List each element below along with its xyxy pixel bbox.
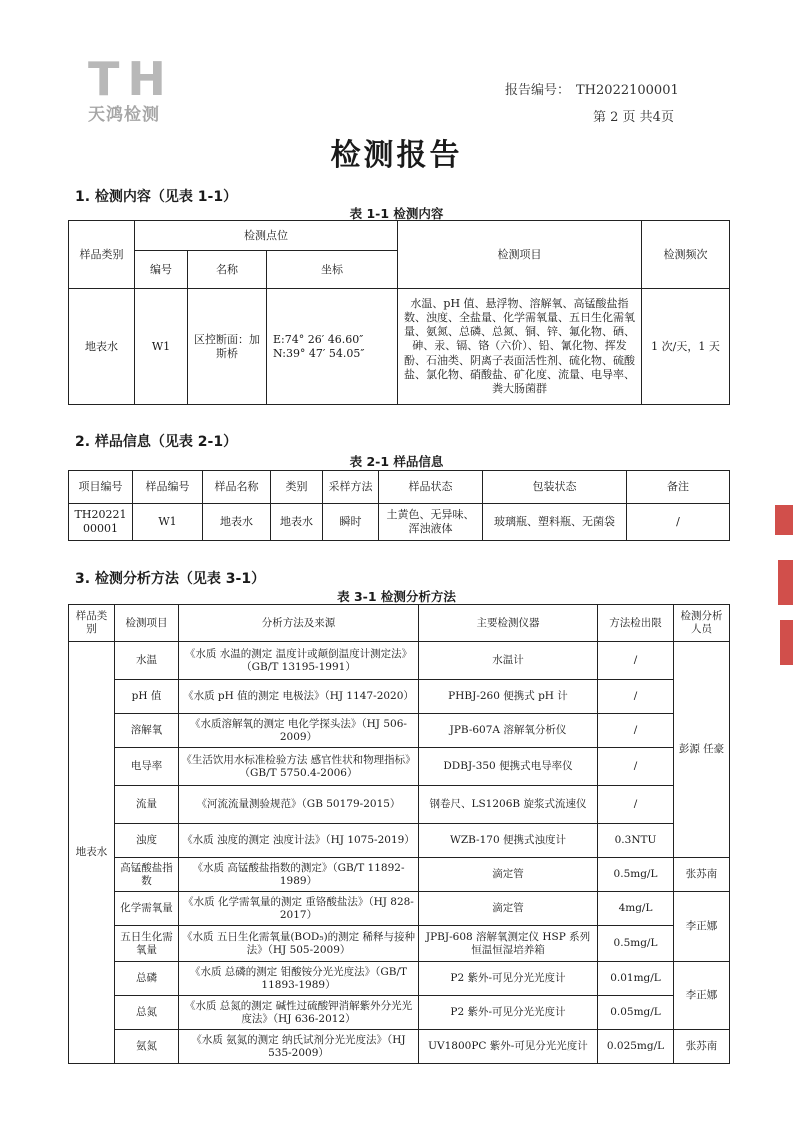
test-instrument: JPB-607A 溶解氧分析仪 <box>419 714 598 748</box>
seal-mark-top <box>775 505 793 535</box>
test-item: 溶解氧 <box>115 714 179 748</box>
test-instrument: PHBJ-260 便携式 pH 计 <box>419 680 598 714</box>
test-item: 电导率 <box>115 748 179 786</box>
test-limit: / <box>598 642 674 680</box>
test-instrument: 钢卷尺、LS1206B 旋浆式流速仪 <box>419 786 598 824</box>
analyst-group-4: 李正娜 <box>674 962 730 1030</box>
test-item: 化学需氧量 <box>115 892 179 926</box>
test-limit: 0.025mg/L <box>598 1030 674 1064</box>
test-limit: 0.3NTU <box>598 824 674 858</box>
th-detection-limit: 方法检出限 <box>598 605 674 642</box>
cell-remark: / <box>627 504 730 541</box>
test-method: 《水质 总磷的测定 钼酸铵分光光度法》（GB/T 11893-1989） <box>179 962 419 996</box>
test-method: 《水质溶解氧的测定 电化学探头法》（HJ 506-2009） <box>179 714 419 748</box>
test-method: 《水质 pH 值的测定 电极法》（HJ 1147-2020） <box>179 680 419 714</box>
test-method: 《水质 水温的测定 温度计或颠倒温度计测定法》（GB/T 13195-1991） <box>179 642 419 680</box>
test-method: 《水质 总氮的测定 碱性过硫酸钾消解紫外分光光度法》（HJ 636-2012） <box>179 996 419 1030</box>
table3-caption: 表 3-1 检测分析方法 <box>337 589 456 604</box>
test-method: 《水质 氨氮的测定 纳氏试剂分光光度法》（HJ 535-2009） <box>179 1030 419 1064</box>
table2-caption: 表 2-1 样品信息 <box>349 454 444 469</box>
cell-type: 地表水 <box>271 504 323 541</box>
test-method: 《水质 浊度的测定 浊度计法》（HJ 1075-2019） <box>179 824 419 858</box>
detection-content-table <box>68 220 730 405</box>
th-test-item: 检测项目 <box>115 605 179 642</box>
th-category: 样品类别 <box>69 221 135 289</box>
test-instrument: 滴定管 <box>419 858 598 892</box>
test-instrument: 滴定管 <box>419 892 598 926</box>
test-limit: / <box>598 748 674 786</box>
cell-project-no: TH2022100001 <box>69 504 133 541</box>
th-sample-category: 样品类别 <box>69 605 115 642</box>
test-instrument: P2 紫外-可见分光光度计 <box>419 996 598 1030</box>
test-item: 浊度 <box>115 824 179 858</box>
analysis-method-table <box>68 604 730 1064</box>
sample-info-table <box>68 470 730 541</box>
seal-mark-middle <box>778 560 793 605</box>
coord-north: N:39° 47′ 54.05″ <box>273 346 365 360</box>
th-frequency: 检测频次 <box>642 221 730 289</box>
cell-no: W1 <box>135 289 188 405</box>
seal-mark-bottom <box>780 620 793 665</box>
th-coord: 坐标 <box>267 251 398 289</box>
th-sampling-method: 采样方法 <box>323 471 379 504</box>
th-no: 编号 <box>135 251 188 289</box>
test-limit: 0.05mg/L <box>598 996 674 1030</box>
test-item: 流量 <box>115 786 179 824</box>
test-method: 《水质 五日生化需氧量(BOD₅)的测定 稀释与接种法》（HJ 505-2009） <box>179 926 419 962</box>
test-limit: 0.01mg/L <box>598 962 674 996</box>
test-instrument: WZB-170 便携式浊度计 <box>419 824 598 858</box>
analyst-group-5: 张苏南 <box>674 1030 730 1064</box>
th-sample-no: 样品编号 <box>133 471 203 504</box>
test-limit: / <box>598 714 674 748</box>
th-name: 名称 <box>188 251 267 289</box>
th-type: 类别 <box>271 471 323 504</box>
section2-heading: 2. 样品信息（见表 2-1） <box>75 434 238 450</box>
analyst-group-1: 彭源 任豪 <box>674 642 730 858</box>
cell-items: 水温、pH 值、悬浮物、溶解氧、高锰酸盐指数、浊度、全盐量、化学需氧量、五日生化需氧量、氨氮、总磷、总氮、铜、锌、氟化物、硒、砷、汞、镉、铬（六价）、铅、氰化物、挥发酚、石油类、阴离子表面活性剂、硫化物、硫酸盐、氯化物、硝酸盐、矿化度、流量、电导率、粪大肠菌群 <box>398 289 642 405</box>
test-item: pH 值 <box>115 680 179 714</box>
th-remark: 备注 <box>627 471 730 504</box>
logo-letters: TH <box>88 52 174 106</box>
test-item: 水温 <box>115 642 179 680</box>
cell-sample-state: 土黄色、无异味、浑浊液体 <box>379 504 483 541</box>
test-method: 《河流流量测验规范》（GB 50179-2015） <box>179 786 419 824</box>
test-limit: 0.5mg/L <box>598 926 674 962</box>
test-method: 《水质 高锰酸盐指数的测定》（GB/T 11892-1989） <box>179 858 419 892</box>
test-limit: / <box>598 680 674 714</box>
analyst-group-3: 李正娜 <box>674 892 730 962</box>
cell-sample-no: W1 <box>133 504 203 541</box>
section3-heading: 3. 检测分析方法（见表 3-1） <box>75 571 266 587</box>
test-limit: / <box>598 786 674 824</box>
th-sample-state: 样品状态 <box>379 471 483 504</box>
test-method: 《水质 化学需氧量的测定 重铬酸盐法》（HJ 828-2017） <box>179 892 419 926</box>
th-method: 分析方法及来源 <box>179 605 419 642</box>
cell-sample-category: 地表水 <box>69 642 115 1064</box>
th-package: 包装状态 <box>483 471 627 504</box>
logo-name: 天鸿检测 <box>88 105 160 125</box>
test-instrument: UV1800PC 紫外-可见分光光度计 <box>419 1030 598 1064</box>
cell-sample-name: 地表水 <box>203 504 271 541</box>
cell-frequency: 1 次/天，1 天 <box>642 289 730 405</box>
th-instrument: 主要检测仪器 <box>419 605 598 642</box>
test-instrument: DDBJ-350 便携式电导率仪 <box>419 748 598 786</box>
test-limit: 4mg/L <box>598 892 674 926</box>
test-instrument: JPBJ-608 溶解氧测定仪 HSP 系列 恒温恒湿培养箱 <box>419 926 598 962</box>
test-instrument: P2 紫外-可见分光光度计 <box>419 962 598 996</box>
test-item: 总磷 <box>115 962 179 996</box>
test-limit: 0.5mg/L <box>598 858 674 892</box>
cell-coord <box>267 289 398 405</box>
cell-package: 玻璃瓶、塑料瓶、无菌袋 <box>483 504 627 541</box>
cell-sampling-method: 瞬时 <box>323 504 379 541</box>
th-sample-name: 样品名称 <box>203 471 271 504</box>
coord-east: E:74° 26′ 46.60″ <box>273 332 364 346</box>
th-analyst: 检测分析人员 <box>674 605 730 642</box>
cell-name: 区控断面：加斯桥 <box>188 289 267 405</box>
report-number-label: 报告编号： <box>505 83 571 98</box>
company-logo <box>88 52 208 126</box>
page-title: 检测报告 <box>330 138 463 173</box>
test-item: 五日生化需氧量 <box>115 926 179 962</box>
cell-category: 地表水 <box>69 289 135 405</box>
th-project-no: 项目编号 <box>69 471 133 504</box>
test-method: 《生活饮用水标准检验方法 感官性状和物理指标》（GB/T 5750.4-2006） <box>179 748 419 786</box>
section1-heading: 1. 检测内容（见表 1-1） <box>75 189 238 205</box>
page-info: 第 2 页 共4页 <box>593 110 674 125</box>
test-instrument: 水温计 <box>419 642 598 680</box>
table1-caption: 表 1-1 检测内容 <box>349 206 444 221</box>
th-items: 检测项目 <box>398 221 642 289</box>
report-number-value: TH2022100001 <box>576 83 679 98</box>
analyst-group-2: 张苏南 <box>674 858 730 892</box>
test-item: 总氮 <box>115 996 179 1030</box>
test-item: 高锰酸盐指数 <box>115 858 179 892</box>
th-points: 检测点位 <box>135 221 398 251</box>
test-item: 氨氮 <box>115 1030 179 1064</box>
report-number <box>505 79 679 98</box>
